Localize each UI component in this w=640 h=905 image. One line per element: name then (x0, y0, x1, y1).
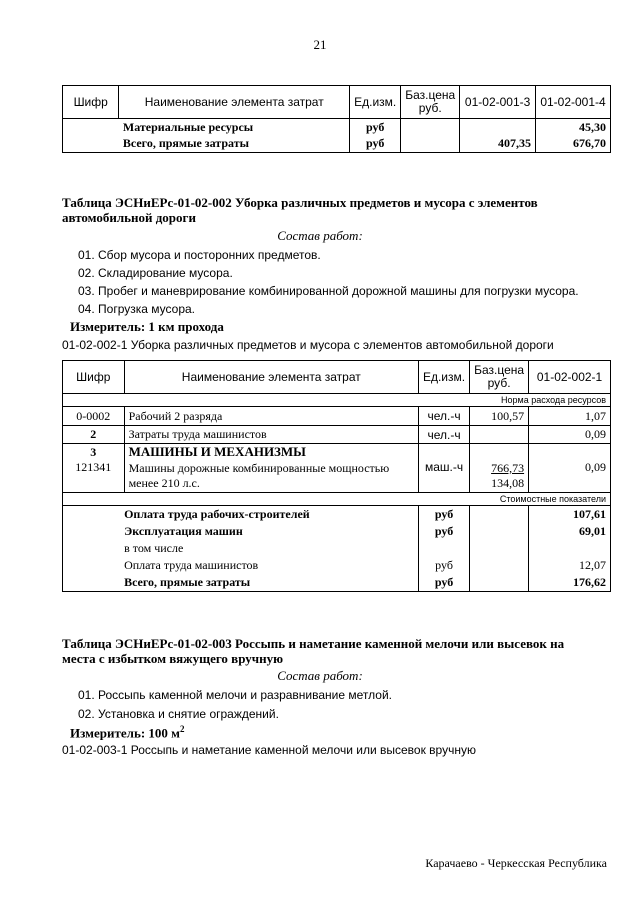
col-header-unit: Ед.изм. (350, 86, 401, 119)
norm-label: Норма расхода ресурсов (63, 394, 611, 407)
col-header-name: Наименование элемента затрат (119, 86, 350, 119)
col-header-002-1: 01-02-002-1 (529, 361, 611, 394)
table-top (62, 85, 611, 153)
table-row: 2 Затраты труда машинистов чел.-ч 0,09 (63, 426, 611, 444)
col-header-001-4: 01-02-001-4 (536, 86, 611, 119)
cost-label: Стоимостные показатели (63, 492, 611, 505)
col-header-unit: Ед.изм. (418, 361, 469, 394)
table-row: 3 МАШИНЫ И МЕХАНИЗМЫ (63, 444, 611, 461)
work-item: 04. Погрузка мусора. (78, 302, 195, 316)
table-row: Всего, прямые затраты руб 407,35 676,70 (63, 136, 611, 153)
page-number: 21 (313, 37, 327, 52)
work-item: 01. Сбор мусора и посторонних предметов. (78, 248, 321, 262)
table-row: Оплата труда рабочих-строителей руб 107,61 (63, 505, 611, 523)
col-header-price: Баз.цена руб. (470, 361, 529, 394)
table-002 (62, 360, 611, 592)
footer: Карачаево - Черкесская Республика (425, 856, 607, 870)
work-item: 03. Пробег и маневрирование комбинированной дорожной машины для погрузки мусора. (78, 284, 579, 298)
col-header-001-3: 01-02-001-3 (460, 86, 536, 119)
table-row: в том числе (63, 540, 611, 557)
works-title: Состав работ: (277, 228, 363, 243)
section3-title: Таблица ЭСНиЕРс-01-02-003 Россыпь и наметание каменной мелочи или высевок на места с избытком вяжущего вручную (62, 636, 565, 666)
col-header-code: Шифр (63, 361, 125, 394)
table-row: Эксплуатация машин руб 69,01 (63, 523, 611, 540)
works-title: Состав работ: (277, 668, 363, 683)
work-item: 02. Складирование мусора. (78, 266, 233, 280)
col-header-code: Шифр (63, 86, 119, 119)
table-row: Всего, прямые затраты руб 176,62 (63, 574, 611, 591)
col-header-name: Наименование элемента затрат (124, 361, 418, 394)
measure: Измеритель: 1 км прохода (70, 319, 224, 334)
table-row: 0-0002 Рабочий 2 разряда чел.-ч 100,57 1,07 (63, 407, 611, 426)
table-row: 121341 Машины дорожные комбинированные мощностью менее 210 л.с. маш.-ч 766,73 134,08 0,09 (63, 460, 611, 492)
work-item: 01. Россыпь каменной мелочи и разравнивание метлой. (78, 688, 392, 702)
item-title: 01-02-003-1 Россыпь и наметание каменной мелочи или высевок вручную (62, 743, 476, 757)
col-header-price: Баз.цена руб. (401, 86, 460, 119)
item-title: 01-02-002-1 Уборка различных предметов и мусора с элементов автомобильной дороги (62, 338, 554, 352)
table-row: Материальные ресурсы руб 45,30 (63, 119, 611, 136)
section2-title: Таблица ЭСНиЕРс-01-02-002 Уборка различных предметов и мусора с элементов автомобильной дороги (62, 195, 538, 225)
work-item: 02. Установка и снятие ограждений. (78, 707, 279, 721)
table-row: Оплата труда машинистов руб 12,07 (63, 557, 611, 574)
measure: Измеритель: 100 $м^2$ (70, 724, 185, 741)
